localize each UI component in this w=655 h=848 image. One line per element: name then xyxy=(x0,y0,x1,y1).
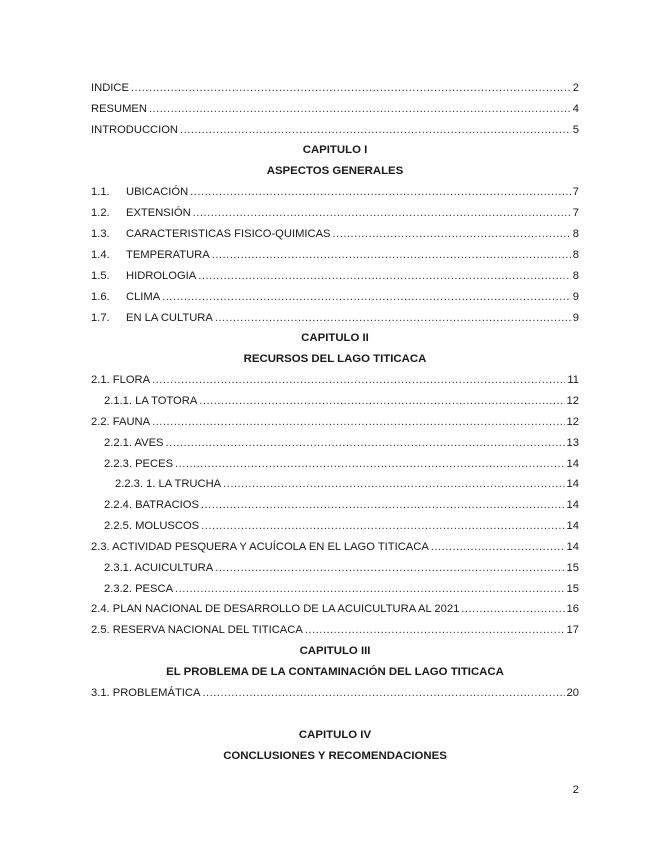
dot-leader xyxy=(175,581,565,597)
toc-entry-acuicultura[interactable] xyxy=(104,560,579,576)
dot-leader xyxy=(166,435,565,451)
dot-leader xyxy=(202,685,564,701)
dot-leader xyxy=(198,268,571,284)
chapter-title: EL PROBLEMA DE LA CONTAMINACIÓN DEL LAGO TITICACA xyxy=(166,666,504,678)
dot-leader xyxy=(175,456,565,472)
toc-entry-title: 2.2.3. 1. LA TRUCHA xyxy=(115,478,222,490)
toc-entry-title: 2.3.2. PESCA xyxy=(104,583,174,595)
toc-entry-page: 15 xyxy=(566,562,579,574)
toc-entry-la-totora[interactable] xyxy=(104,393,579,409)
toc-entry-title: INTRODUCCION xyxy=(91,124,179,136)
toc-entry-page: 8 xyxy=(572,270,579,282)
toc-entry-title: HIDROLOGIA xyxy=(126,270,197,282)
toc-entry-caracteristicas[interactable] xyxy=(91,226,579,242)
dot-leader xyxy=(333,226,571,242)
toc-entry-number: 1.3. xyxy=(91,228,110,240)
chapter-heading: CAPITULO II xyxy=(301,332,369,344)
toc-entry-introduccion[interactable] xyxy=(91,122,579,138)
toc-entry-ubicacion[interactable] xyxy=(91,184,579,200)
toc-entry-page: 14 xyxy=(566,520,579,532)
toc-entry-resumen[interactable] xyxy=(91,101,579,117)
toc-entry-page: 14 xyxy=(566,478,579,490)
toc-entry-page: 12 xyxy=(566,416,579,428)
dot-leader xyxy=(201,518,564,534)
dot-leader xyxy=(223,476,564,492)
toc-entry-title: 2.5. RESERVA NACIONAL DEL TITICACA xyxy=(91,624,303,636)
toc-entry-title: INDICE xyxy=(91,82,129,94)
toc-entry-number: 1.6. xyxy=(91,291,110,303)
toc-entry-page: 17 xyxy=(566,624,579,636)
dot-leader xyxy=(180,122,571,138)
toc-entry-aves[interactable] xyxy=(104,435,579,451)
dot-leader xyxy=(193,205,571,221)
toc-entry-title: CARACTERISTICAS FISICO-QUIMICAS xyxy=(126,228,331,240)
toc-entry-page: 7 xyxy=(572,186,579,198)
dot-leader xyxy=(131,80,571,96)
toc-entry-title: UBICACIÓN xyxy=(126,186,189,198)
toc-entry-flora[interactable] xyxy=(91,372,579,388)
toc-entry-page: 14 xyxy=(566,499,579,511)
toc-entry-batracios[interactable] xyxy=(104,497,579,513)
toc-entry-page: 15 xyxy=(566,583,579,595)
toc-entry-title: EN LA CULTURA xyxy=(126,312,213,324)
toc-entry-plan-nacional[interactable] xyxy=(91,601,579,617)
toc-entry-title: TEMPERATURA xyxy=(126,249,210,261)
chapter-title: CONCLUSIONES Y RECOMENDACIONES xyxy=(223,750,447,762)
dot-leader xyxy=(461,601,564,617)
toc-entry-page: 8 xyxy=(572,249,579,261)
toc-entry-problematica[interactable] xyxy=(91,685,579,701)
toc-entry-page: 2 xyxy=(572,82,579,94)
chapter-heading: CAPITULO I xyxy=(302,144,368,156)
toc-entry-page: 9 xyxy=(572,312,579,324)
toc-entry-title: 2.1. FLORA xyxy=(91,374,151,386)
toc-entry-number: 1.4. xyxy=(91,249,110,261)
toc-entry-page: 8 xyxy=(572,228,579,240)
toc-entry-page: 13 xyxy=(566,437,579,449)
chapter-title: RECURSOS DEL LAGO TITICACA xyxy=(243,353,427,365)
dot-leader xyxy=(201,497,565,513)
toc-entry-title: 2.2.3. PECES xyxy=(104,458,174,470)
toc-entry-temperatura[interactable] xyxy=(91,247,579,263)
toc-entry-number: 1.1. xyxy=(91,186,110,198)
toc-entry-title: RESUMEN xyxy=(91,103,147,115)
toc-entry-number: 1.7. xyxy=(91,312,110,324)
toc-entry-en-la-cultura[interactable] xyxy=(91,310,579,326)
toc-entry-page: 14 xyxy=(566,541,579,553)
dot-leader xyxy=(215,310,571,326)
dot-leader xyxy=(199,393,564,409)
chapter-heading: CAPITULO IV xyxy=(298,729,372,741)
toc-entry-page: 9 xyxy=(572,291,579,303)
toc-entry-title: 2.2.5. MOLUSCOS xyxy=(104,520,200,532)
toc-entry-page: 7 xyxy=(572,207,579,219)
toc-entry-title: 3.1. PROBLEMÁTICA xyxy=(91,687,201,699)
toc-entry-page: 16 xyxy=(566,603,579,615)
toc-entry-number: 1.2. xyxy=(91,207,110,219)
chapter-title: ASPECTOS GENERALES xyxy=(266,165,404,177)
toc-entry-page: 11 xyxy=(567,374,579,386)
toc-entry-title: 2.2.1. AVES xyxy=(104,437,164,449)
toc-entry-hidrologia[interactable] xyxy=(91,268,579,284)
dot-leader xyxy=(212,247,571,263)
toc-entry-page: 4 xyxy=(572,103,579,115)
toc-entry-reserva-nacional[interactable] xyxy=(91,622,579,638)
dot-leader xyxy=(190,184,571,200)
dot-leader xyxy=(431,539,565,555)
toc-entry-page: 14 xyxy=(566,458,579,470)
dot-leader xyxy=(152,372,565,388)
toc-entry-fauna[interactable] xyxy=(91,414,579,430)
toc-entry-number: 1.5. xyxy=(91,270,110,282)
toc-entry-title: 2.3.1. ACUICULTURA xyxy=(104,562,214,574)
toc-entry-page: 20 xyxy=(566,687,579,699)
toc-entry-title: CLIMA xyxy=(126,291,161,303)
dot-leader xyxy=(162,289,571,305)
toc-entry-title: 2.3. ACTIVIDAD PESQUERA Y ACUÍCOLA EN EL LAGO TITICACA xyxy=(91,541,429,553)
toc-entry-page: 5 xyxy=(572,124,579,136)
toc-entry-indice[interactable] xyxy=(91,80,579,96)
dot-leader xyxy=(215,560,564,576)
dot-leader xyxy=(152,414,564,430)
toc-entry-title: 2.4. PLAN NACIONAL DE DESARROLLO DE LA ACUICULTURA AL 2021 xyxy=(91,603,460,615)
toc-entry-title: EXTENSIÓN xyxy=(126,207,191,219)
dot-leader xyxy=(149,101,571,117)
toc-entry-extension[interactable] xyxy=(91,205,579,221)
chapter-heading: CAPITULO III xyxy=(299,645,371,657)
toc-entry-peces[interactable] xyxy=(104,456,579,472)
dot-leader xyxy=(305,622,565,638)
toc-entry-moluscos[interactable] xyxy=(104,518,579,534)
toc-entry-title: 2.1.1. LA TOTORA xyxy=(104,395,198,407)
toc-entry-title: 2.2.4. BATRACIOS xyxy=(104,499,199,511)
toc-entry-clima[interactable] xyxy=(91,289,579,305)
toc-entry-page: 12 xyxy=(566,395,579,407)
toc-entry-pesca[interactable] xyxy=(104,581,579,597)
page-number: 2 xyxy=(572,784,579,796)
toc-entry-actividad-pesquera[interactable] xyxy=(91,539,579,555)
toc-entry-la-trucha[interactable] xyxy=(115,476,579,492)
toc-entry-title: 2.2. FAUNA xyxy=(91,416,151,428)
